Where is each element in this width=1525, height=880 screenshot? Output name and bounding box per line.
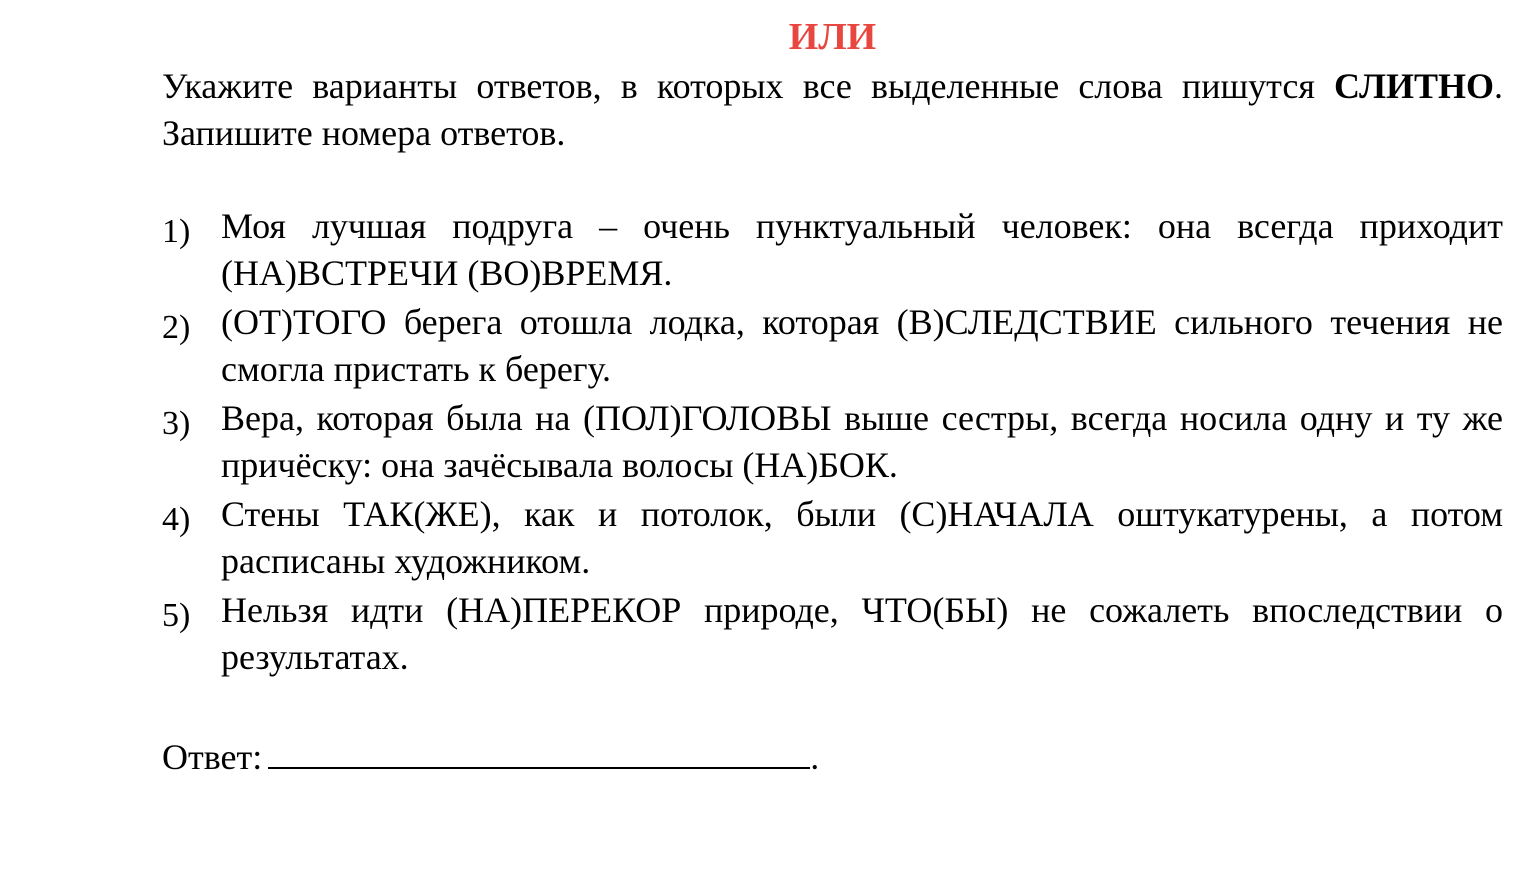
task-bold-word: СЛИТНО [1334, 66, 1494, 106]
option-number: 3) [162, 405, 191, 442]
option-number: 4) [162, 501, 191, 538]
option-text: Нельзя идти (НА)ПЕРЕКОР природе, ЧТО(БЫ) не сожалеть впоследствии о результатах. [221, 590, 1503, 677]
option-text: Стены ТАК(ЖЕ), как и потолок, были (С)НАЧАЛА оштукатурены, а потом расписаны художником. [221, 494, 1503, 581]
answer-label: Ответ: [162, 737, 263, 777]
task-text-before: Укажите варианты ответов, в которых все выделенные слова пишутся [162, 66, 1335, 106]
option-number: 2) [162, 309, 191, 346]
answer-line [162, 729, 819, 781]
option-number: 1) [162, 213, 191, 250]
answer-option-2 [162, 299, 1503, 393]
answer-option-5 [162, 587, 1503, 681]
task-text-after: . Запишите номера ответов. [162, 66, 1503, 153]
option-number: 5) [162, 597, 191, 634]
option-text: (ОТ)ТОГО берега отошла лодка, которая (В)СЛЕДСТВИЕ сильного течения не смогла пристать к берегу. [221, 302, 1503, 389]
answer-blank-field[interactable] [268, 729, 810, 769]
option-text: Вера, которая была на (ПОЛ)ГОЛОВЫ выше сестры, всегда носила одну и ту же причёску: она зачёсывала волосы (НА)БОК. [221, 398, 1503, 485]
answer-options-list [162, 203, 1503, 683]
answer-end-period: . [810, 737, 820, 777]
answer-option-1 [162, 203, 1503, 297]
answer-option-4 [162, 491, 1503, 585]
task-instruction [162, 63, 1503, 157]
page-title: ИЛИ [788, 16, 877, 58]
answer-option-3 [162, 395, 1503, 489]
option-text: Моя лучшая подруга – очень пунктуальный человек: она всегда приходит (НА)ВСТРЕЧИ (ВО)ВРЕМЯ. [221, 206, 1503, 293]
